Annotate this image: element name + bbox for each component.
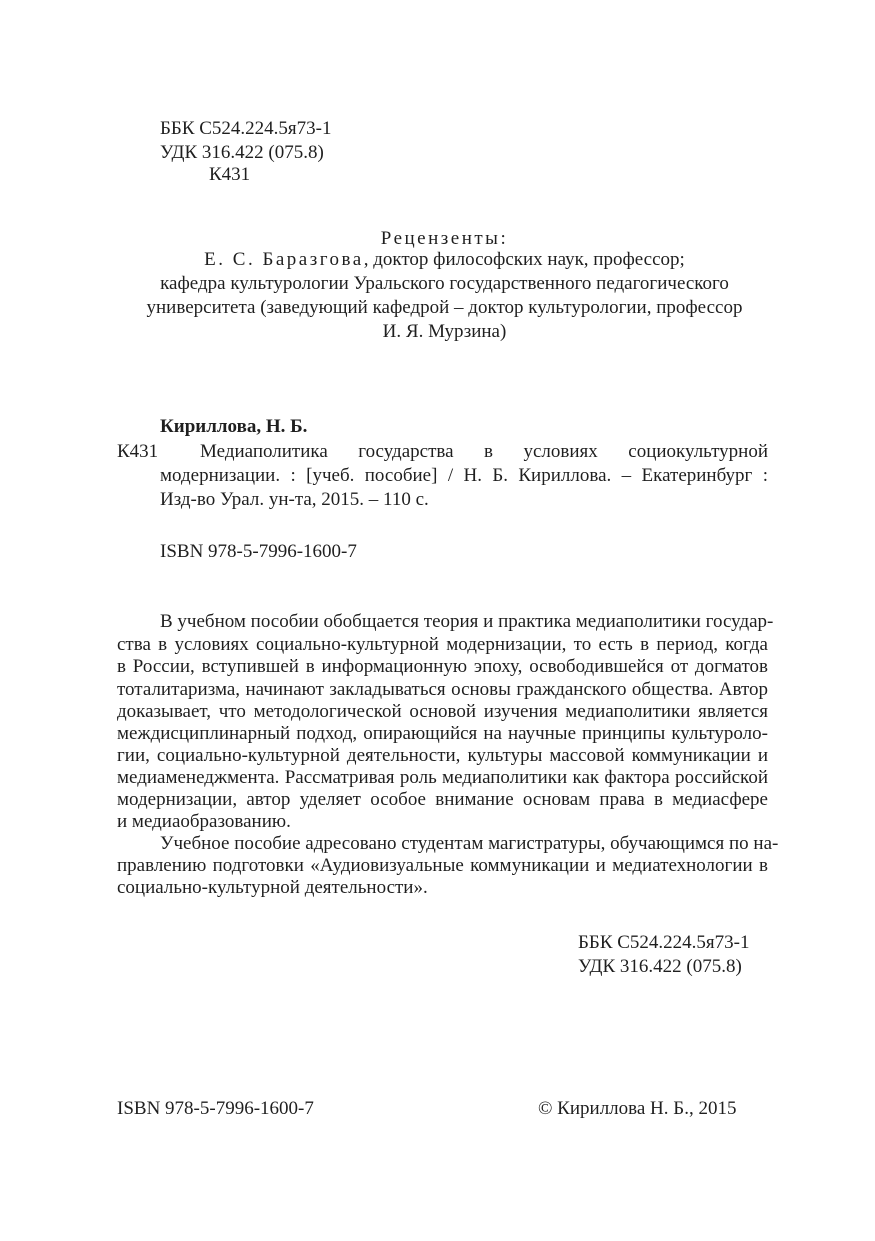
footer-isbn: ISBN 978-5-7996-1600-7 [117, 1098, 314, 1119]
reviewer-1-description: , доктор философских наук, профессор; [363, 249, 685, 270]
reviewers-heading: Рецензенты: [380, 228, 509, 249]
abstract-line: гии, социально-культурной деятельности, культуры массовой коммуникации и [117, 745, 768, 766]
bottom-udk-code: УДК 316.422 (075.8) [578, 956, 742, 977]
copyright-notice: © Кириллова Н. Б., 2015 [538, 1098, 737, 1119]
reviewer-1 [0, 248, 875, 272]
abstract-line: медиаменеджмента. Рассматривая роль медиаполитики как фактора российской [117, 767, 768, 788]
reviewer-2-line: И. Я. Мурзина) [382, 321, 507, 342]
author-sign-code: К431 [209, 164, 251, 185]
abstract-line: ства в условиях социально-культурной модернизации, то есть в период, когда [117, 634, 768, 655]
abstract-line: модернизации, автор уделяет особое внимание основам права в медиасфере [117, 789, 768, 810]
abstract-line: в России, вступившей в информационную эпоху, освободившейся от догматов [117, 656, 768, 677]
abstract-line: междисциплинарный подход, опирающийся на научные принципы культуроло- [117, 723, 768, 744]
udk-code: УДК 316.422 (075.8) [160, 142, 324, 163]
abstract-line: социально-культурной деятельности». [117, 877, 428, 898]
reviewer-2-line: университета (заведующий кафедрой – доктор культурологии, профессор [146, 297, 743, 318]
record-author: Кириллова, Н. Б. [160, 416, 308, 437]
record-isbn: ISBN 978-5-7996-1600-7 [160, 541, 357, 562]
record-code: К431 [117, 441, 159, 462]
abstract-line: и медиаобразованию. [117, 811, 291, 832]
abstract-line: В учебном пособии обобщается теория и практика медиаполитики государ- [160, 611, 774, 632]
reviewer-1-name: Е. С. Баразгова [204, 249, 364, 270]
abstract-line: Учебное пособие адресовано студентам магистратуры, обучающимся по на- [160, 833, 779, 854]
bbk-code: ББК С524.224.5я73-1 [160, 118, 332, 139]
reviewer-2-line: кафедра культурологии Уральского государственного педагогического [160, 273, 729, 294]
abstract-line: тоталитаризма, начинают закладываться основы гражданского общества. Автор [117, 679, 768, 700]
abstract-line: доказывает, что методологической основой изучения медиаполитики является [117, 701, 768, 722]
record-line: Изд-во Урал. ун-та, 2015. – 110 с. [160, 489, 429, 510]
abstract-line: правлению подготовки «Аудиовизуальные коммуникации и медиатехнологии в [117, 855, 768, 876]
record-line: Медиаполитика государства в условиях социокультурной [200, 441, 768, 462]
bottom-bbk-code: ББК С524.224.5я73-1 [578, 932, 750, 953]
record-line: модернизации. : [учеб. пособие] / Н. Б. Кириллова. – Екатеринбург : [160, 465, 768, 486]
